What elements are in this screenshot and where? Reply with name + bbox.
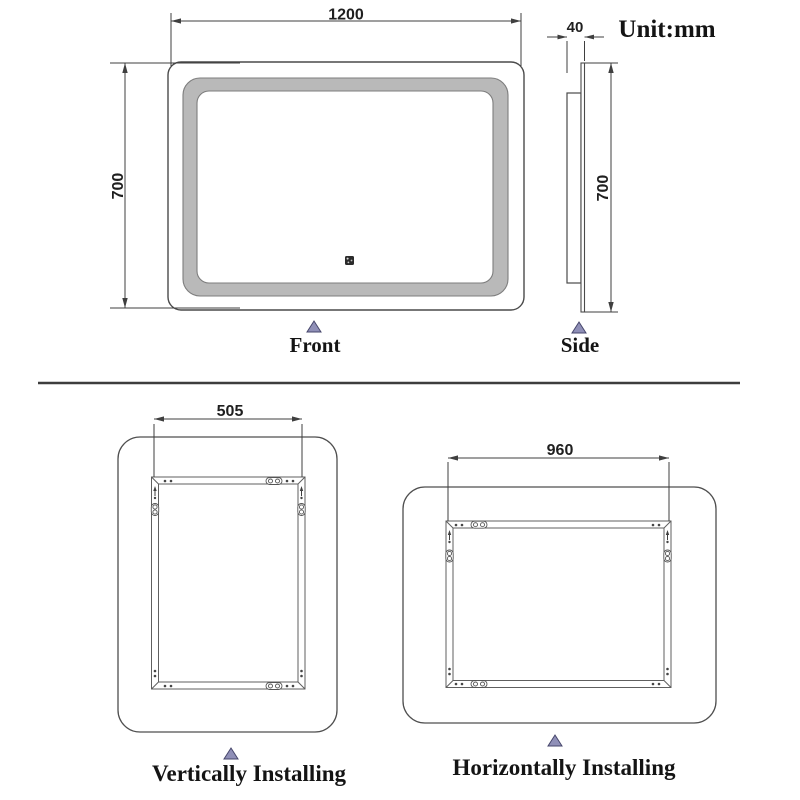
- mounting-slot-hole: [276, 684, 280, 688]
- mirror-glass-profile: [581, 63, 585, 312]
- arrowhead-left: [171, 18, 181, 23]
- side-thickness-value: 40: [566, 19, 584, 36]
- mounting-slot-hole: [269, 684, 273, 688]
- front-view: [110, 7, 524, 358]
- side-label: Side: [560, 333, 600, 357]
- screw-hole-dot: [455, 683, 458, 686]
- screw-hole-dot: [461, 524, 464, 527]
- touch-sensor-dot: [351, 260, 353, 262]
- screw-hole-dot: [652, 524, 655, 527]
- arrowhead-left: [448, 455, 458, 460]
- arrowhead-top: [122, 63, 127, 73]
- marker-dot: [154, 497, 156, 499]
- side-height-dimension: [585, 63, 618, 312]
- vertical-install-view: [118, 403, 347, 786]
- side-view: [547, 19, 618, 357]
- mounting-slot-hole: [276, 479, 280, 483]
- front-width-dimension: [171, 7, 521, 67]
- mounting-slot-hole: [474, 523, 478, 527]
- arrowhead-right: [511, 18, 521, 23]
- front-caption: [290, 321, 341, 357]
- marker-dot: [300, 497, 302, 499]
- touch-sensor-body: [345, 256, 354, 265]
- screw-hole-dot: [164, 685, 167, 688]
- vertical-mount-width-value: 505: [216, 403, 244, 420]
- keyhole-slot-hole: [153, 505, 157, 509]
- keyhole-slot-hole: [665, 551, 669, 555]
- touch-sensor-dot: [347, 258, 349, 260]
- arrowhead-left: [585, 35, 595, 40]
- screw-hole-dot: [448, 668, 451, 671]
- screw-hole-dot: [292, 685, 295, 688]
- screw-hole-dot: [286, 685, 289, 688]
- screw-hole-dot: [300, 670, 303, 673]
- screw-hole-dot: [154, 675, 157, 678]
- mounting-slot-hole: [474, 682, 478, 686]
- touch-sensor-dot: [348, 262, 350, 264]
- triangle-up-marker-icon: [572, 322, 586, 333]
- side-thickness-dimension: [547, 19, 604, 73]
- vertical-caption: [152, 748, 347, 786]
- screw-hole-dot: [292, 480, 295, 483]
- mirror-outline: [168, 62, 524, 310]
- arrowhead-right: [558, 35, 568, 40]
- screw-hole-dot: [658, 683, 661, 686]
- screw-hole-dot: [461, 683, 464, 686]
- touch-sensor-icon: [345, 256, 354, 265]
- keyhole-slot-hole: [665, 556, 669, 560]
- side-height-value: 700: [595, 174, 612, 202]
- screw-hole-dot: [164, 480, 167, 483]
- screw-hole-dot: [455, 524, 458, 527]
- side-caption: [561, 322, 600, 357]
- marker-dot: [448, 541, 450, 543]
- screw-hole-dot: [286, 480, 289, 483]
- arrowhead-right: [292, 416, 302, 421]
- mounting-slot-hole: [481, 682, 485, 686]
- arrowhead-bottom: [608, 302, 613, 312]
- horizontal-install-label: Horizontally Installing: [452, 755, 676, 780]
- screw-hole-dot: [448, 673, 451, 676]
- arrowhead-right: [659, 455, 669, 460]
- screw-hole-dot: [154, 670, 157, 673]
- horizontal-caption: [453, 735, 676, 780]
- horizontal-mount-width-value: 960: [546, 442, 574, 459]
- screw-hole-dot: [300, 675, 303, 678]
- arrowhead-left: [154, 416, 164, 421]
- arrowhead-bottom: [122, 298, 127, 308]
- unit-label: Unit:mm: [618, 16, 716, 43]
- keyhole-slot-hole: [447, 556, 451, 560]
- triangle-up-marker-icon: [224, 748, 238, 759]
- keyhole-slot-hole: [299, 510, 303, 514]
- screw-hole-dot: [652, 683, 655, 686]
- front-width-value: 1200: [328, 6, 364, 24]
- keyhole-slot-hole: [447, 551, 451, 555]
- marker-dot: [666, 541, 668, 543]
- keyhole-slot-hole: [153, 510, 157, 514]
- screw-hole-dot: [666, 668, 669, 671]
- screw-hole-dot: [170, 685, 173, 688]
- screw-hole-dot: [658, 524, 661, 527]
- mounting-slot-hole: [481, 523, 485, 527]
- triangle-up-marker-icon: [307, 321, 321, 332]
- triangle-up-marker-icon: [548, 735, 562, 746]
- mounting-slot-hole: [269, 479, 273, 483]
- back-frame-profile: [567, 93, 581, 283]
- keyhole-slot-hole: [299, 505, 303, 509]
- front-label: Front: [289, 333, 341, 357]
- horizontal-install-view: [403, 442, 716, 780]
- screw-hole-dot: [170, 480, 173, 483]
- front-height-value: 700: [110, 172, 127, 200]
- vertical-install-label: Vertically Installing: [151, 761, 347, 786]
- arrowhead-top: [608, 63, 613, 73]
- screw-hole-dot: [666, 673, 669, 676]
